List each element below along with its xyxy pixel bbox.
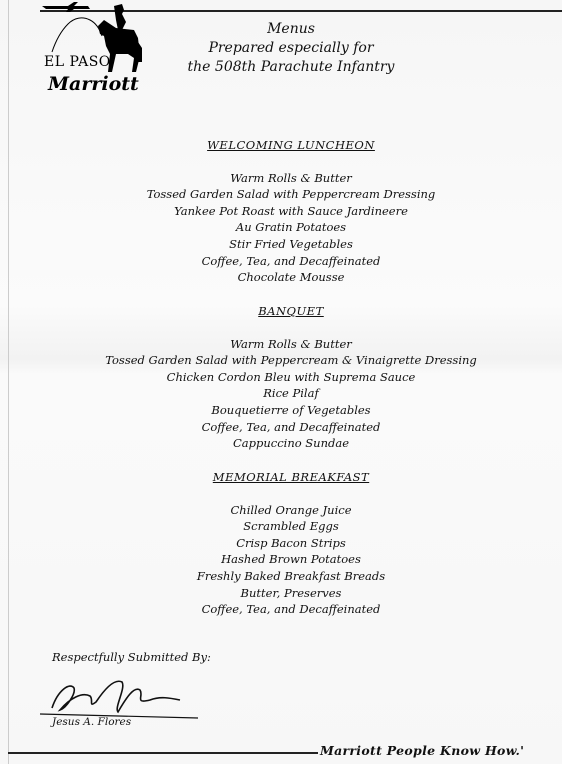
header-subtitle: Prepared especially for <box>208 40 374 56</box>
menu-item: Coffee, Tea, and Decaffeinated <box>201 602 381 617</box>
section-memorial-breakfast <box>60 469 522 618</box>
el-paso-marriott-logo <box>38 0 168 100</box>
menu-item: Au Gratin Potatoes <box>235 220 347 235</box>
marriott-tagline: Marriott People Know How.' <box>320 743 525 758</box>
menu-item: Warm Rolls & Butter <box>230 336 352 351</box>
menu-item: Butter, Preserves <box>240 585 342 600</box>
section-title: WELCOMING LUNCHEON <box>207 138 375 152</box>
menu-item: Freshly Baked Breakfast Breads <box>196 568 386 583</box>
section-welcoming-luncheon <box>60 137 522 286</box>
menu-item: Scrambled Eggs <box>243 519 339 534</box>
header-title: Menus <box>267 21 315 37</box>
header-group-name: the 508th Parachute Infantry <box>187 59 395 75</box>
logo-city-text: EL PASO <box>44 54 111 70</box>
menu-item: Hashed Brown Potatoes <box>221 552 361 567</box>
menu-item: Tossed Garden Salad with Peppercream & Vinaigrette Dressing <box>105 353 477 368</box>
menu-item: Bouquetierre of Vegetables <box>211 402 371 417</box>
left-edge-rule <box>8 0 9 764</box>
menu-item: Warm Rolls & Butter <box>230 170 352 185</box>
menu-item: Cappuccino Sundae <box>232 436 350 451</box>
menu-item: Coffee, Tea, and Decaffeinated <box>201 419 381 434</box>
section-title: BANQUET <box>258 304 324 318</box>
section-banquet <box>60 303 522 452</box>
menu-item: Chilled Orange Juice <box>230 502 352 517</box>
signer-name: Jesus A. Flores <box>52 716 132 728</box>
section-title: MEMORIAL BREAKFAST <box>212 470 370 484</box>
menu-item: Stir Fried Vegetables <box>229 236 353 251</box>
menu-header <box>150 20 432 77</box>
menu-item: Crisp Bacon Strips <box>236 535 346 550</box>
menu-item: Rice Pilaf <box>263 386 319 401</box>
menu-item: Chicken Cordon Bleu with Suprema Sauce <box>166 369 416 384</box>
logo-brand-text: Marriott <box>48 73 139 95</box>
menu-item: Coffee, Tea, and Decaffeinated <box>201 253 381 268</box>
bottom-rule <box>8 752 318 754</box>
menu-item: Tossed Garden Salad with Peppercream Dressing <box>146 187 436 202</box>
menu-item: Chocolate Mousse <box>237 270 345 285</box>
submitted-by-label: Respectfully Submitted By: <box>52 650 211 664</box>
menu-item: Yankee Pot Roast with Sauce Jardineere <box>174 203 408 218</box>
